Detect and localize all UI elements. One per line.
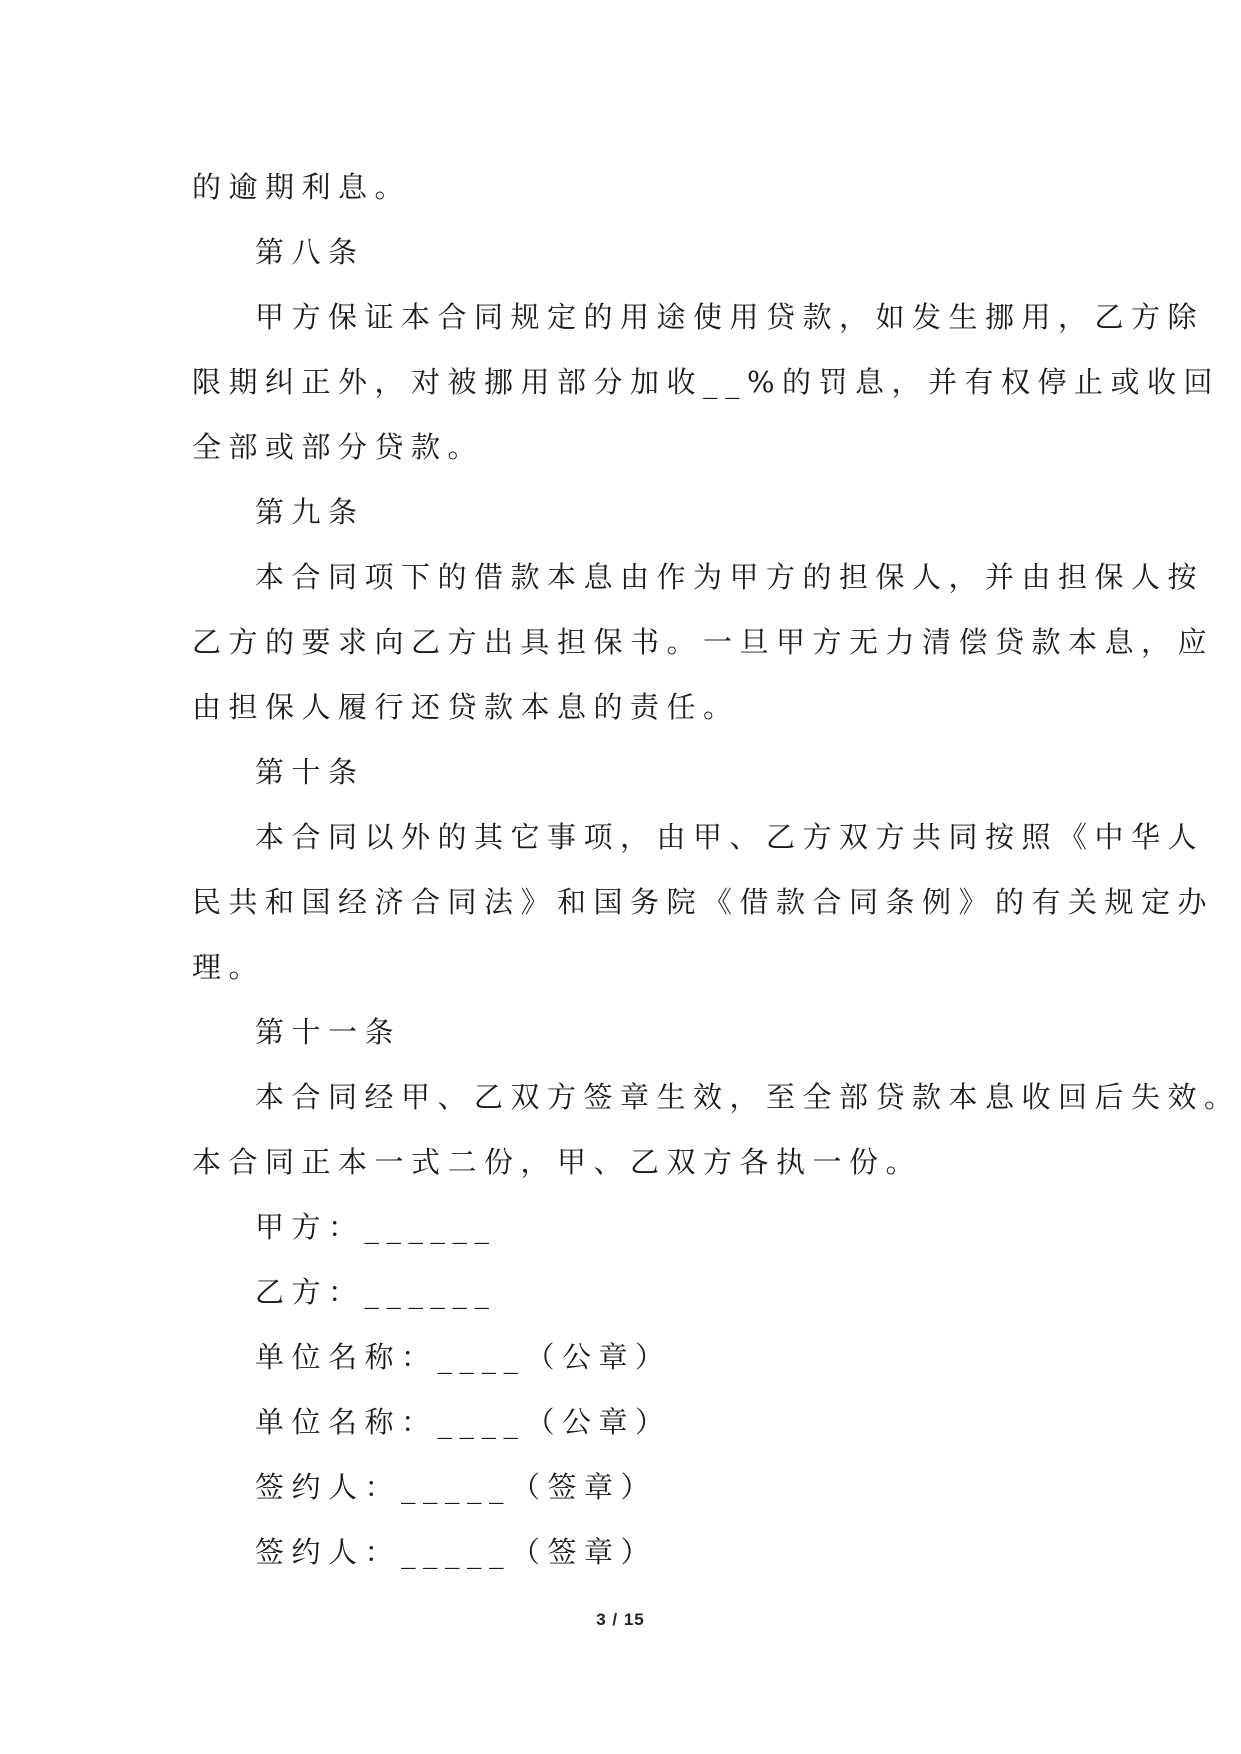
text-line: 甲方保证本合同规定的用途使用贷款，如发生挪用，乙方除 bbox=[255, 300, 1205, 334]
page-number: 3 / 15 bbox=[596, 1610, 645, 1629]
text-line: 限期纠正外，对被挪用部分加收__%的罚息，并有权停止或收回 bbox=[192, 365, 1221, 399]
text-line: 的逾期利息。 bbox=[192, 170, 412, 204]
signature-line-party-b: 乙方：______ bbox=[255, 1275, 497, 1309]
text-line: 本合同以外的其它事项，由甲、乙方双方共同按照《中华人 bbox=[255, 820, 1205, 854]
signature-line-unit-name: 单位名称：____（公章） bbox=[255, 1340, 672, 1374]
signature-line-signatory: 签约人：_____（签章） bbox=[255, 1470, 658, 1504]
text-line: 民共和国经济合同法》和国务院《借款合同条例》的有关规定办 bbox=[192, 885, 1215, 919]
signature-line-unit-name: 单位名称：____（公章） bbox=[255, 1405, 672, 1439]
text-line: 本合同经甲、乙双方签章生效，至全部贷款本息收回后失效。 bbox=[255, 1080, 1241, 1114]
text-line: 全部或部分贷款。 bbox=[192, 430, 485, 464]
signature-line-signatory: 签约人：_____（签章） bbox=[255, 1535, 658, 1569]
text-line: 理。 bbox=[192, 950, 266, 984]
text-line: 乙方的要求向乙方出具担保书。一旦甲方无力清偿贷款本息，应 bbox=[192, 625, 1215, 659]
document-body bbox=[192, 155, 1241, 1585]
article-heading: 第十条 bbox=[255, 755, 365, 789]
article-heading: 第九条 bbox=[255, 495, 365, 529]
signature-line-party-a: 甲方：______ bbox=[255, 1210, 497, 1244]
article-heading: 第八条 bbox=[255, 235, 365, 269]
text-line: 本合同正本一式二份，甲、乙双方各执一份。 bbox=[192, 1145, 923, 1179]
article-heading: 第十一条 bbox=[255, 1015, 402, 1049]
text-line: 由担保人履行还贷款本息的责任。 bbox=[192, 690, 740, 724]
text-line: 本合同项下的借款本息由作为甲方的担保人，并由担保人按 bbox=[255, 560, 1205, 594]
